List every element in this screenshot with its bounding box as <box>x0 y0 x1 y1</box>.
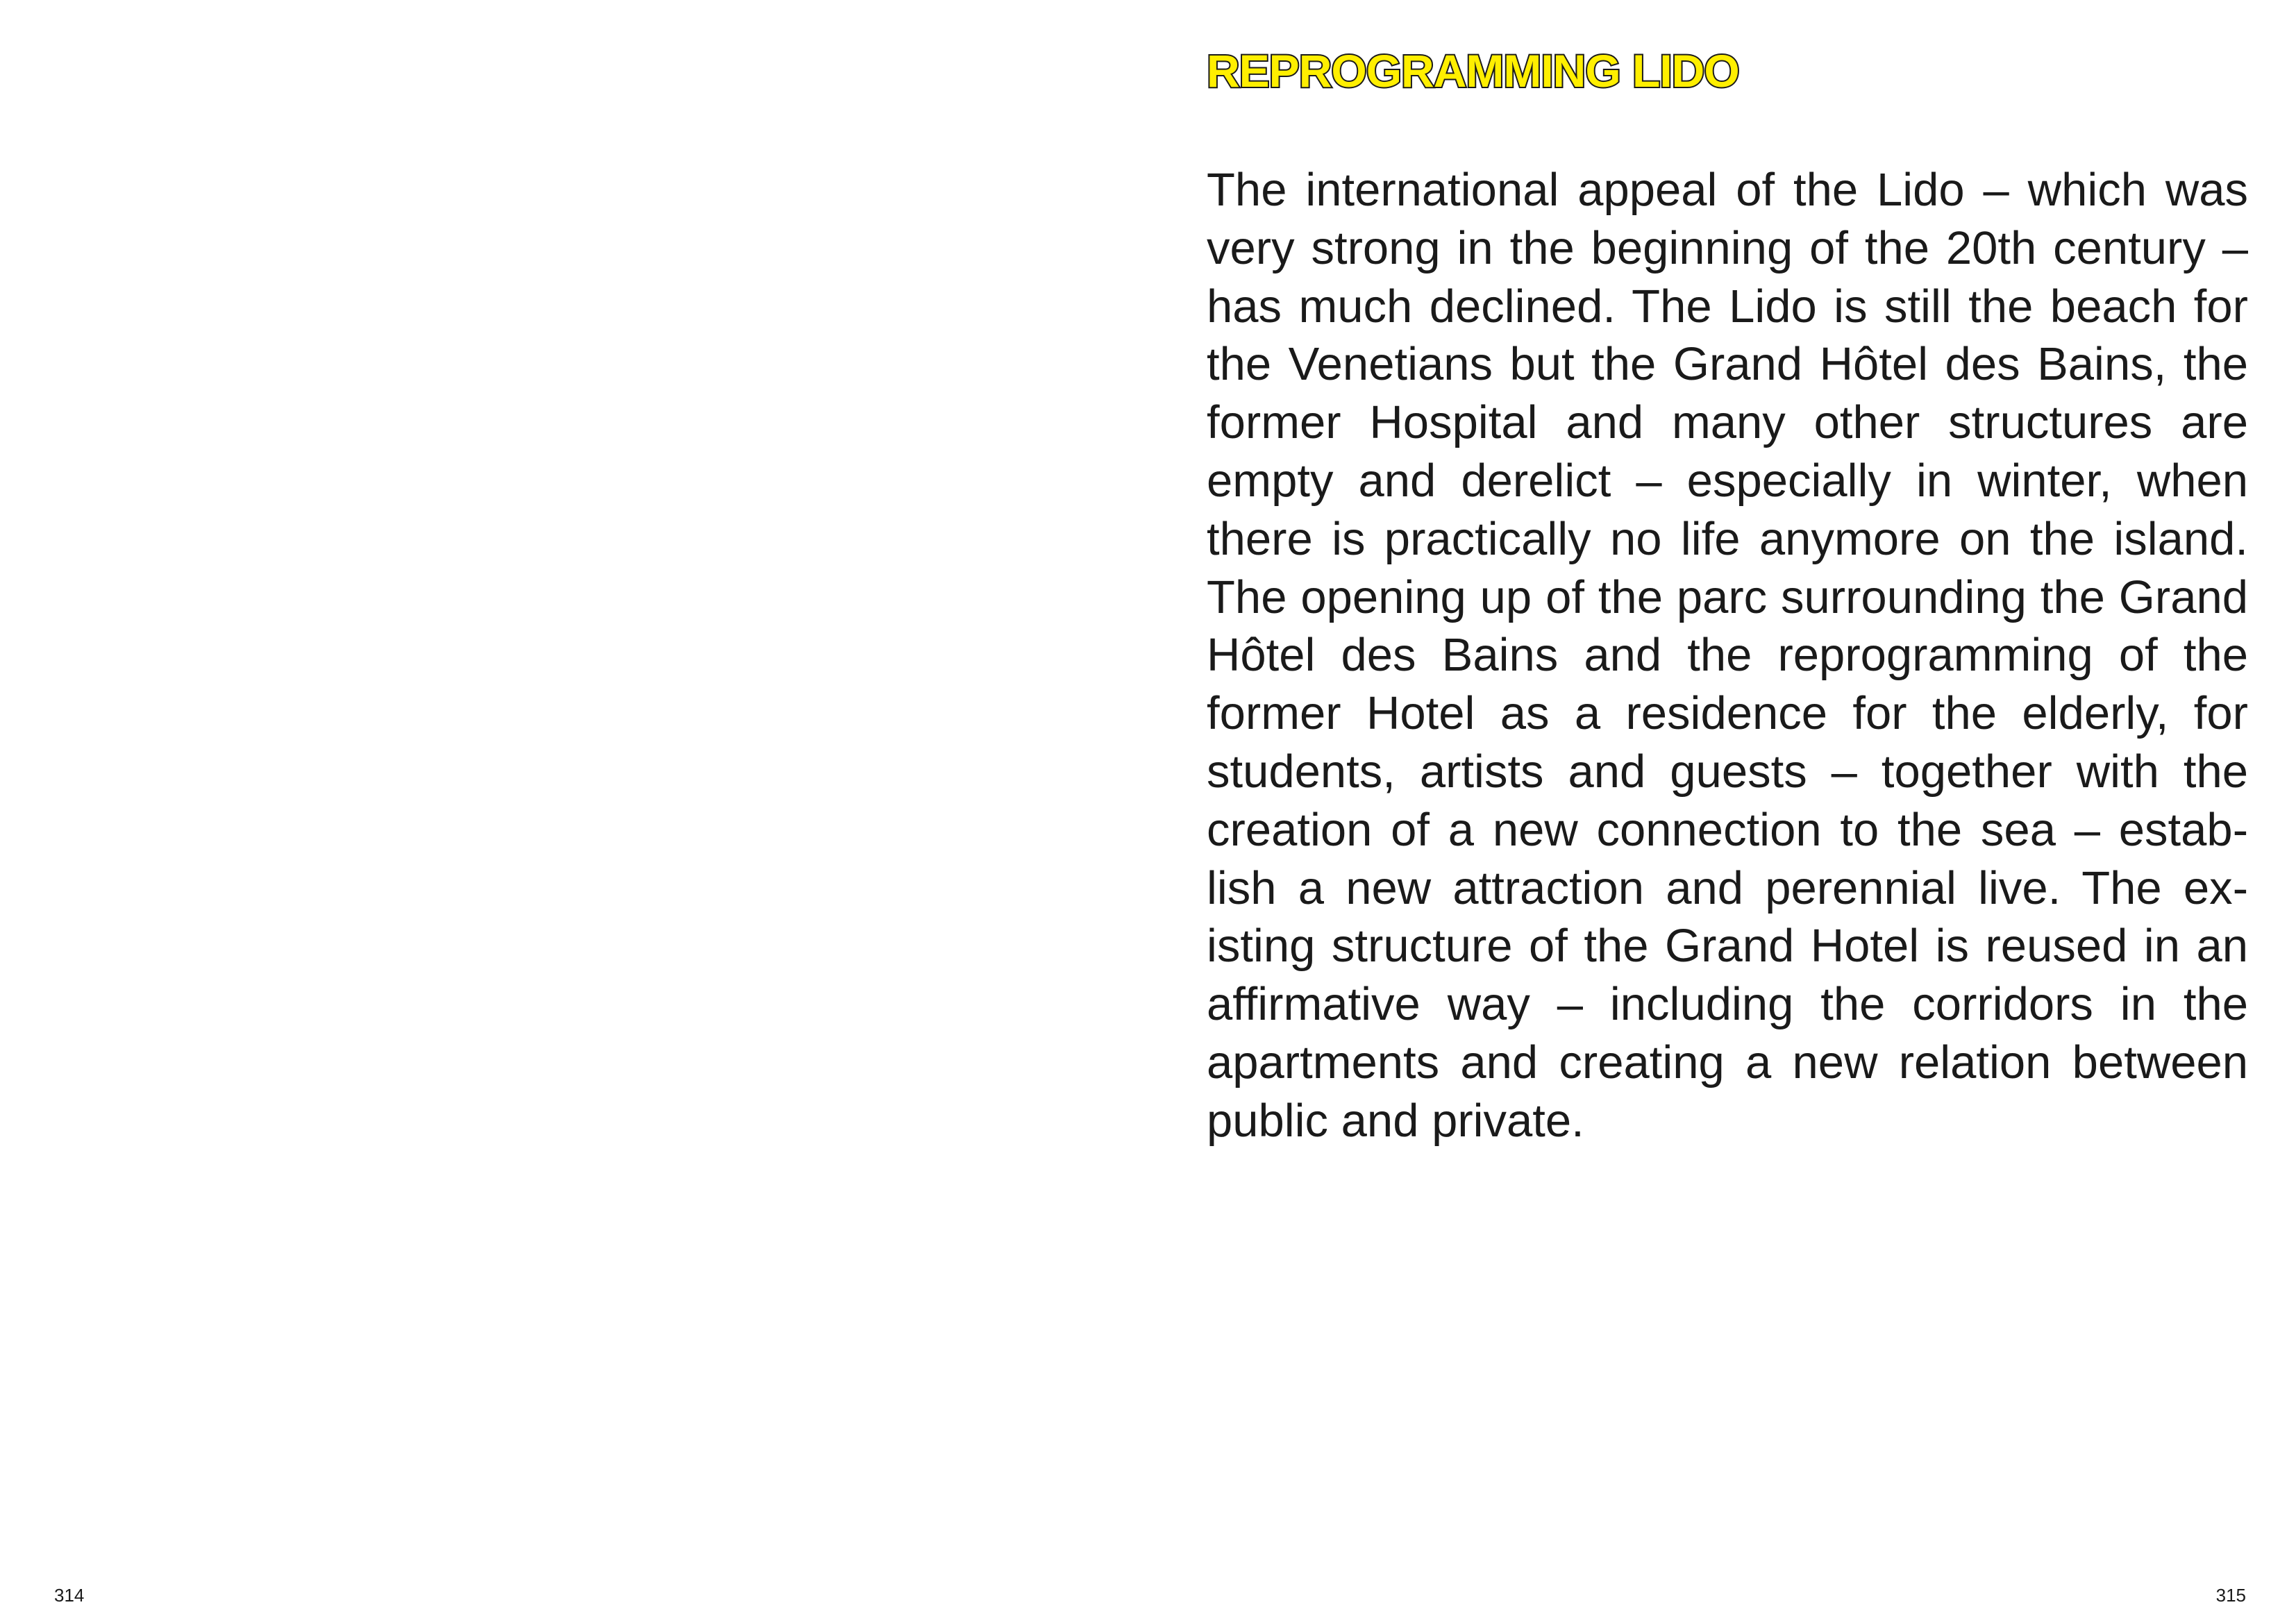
right-page <box>1148 0 2296 1623</box>
page-number-left: 314 <box>54 1585 85 1606</box>
page-number-right: 315 <box>2215 1585 2246 1606</box>
section-heading: REPROGRAMMING LIDO <box>1207 45 1739 96</box>
body-paragraph: The international appeal of the Lido – which was very strong in the beginning of the 20th century – has much declined. The Lido is still the beach for the Venetians but the Grand Hôtel des Bains, the former Hospital and many other structures are empty and derelict – especially in winter, when there is practically no life anymore on the island. The opening up of the parc surrounding the Grand Hôtel des Bains and the reprogramming of the former Hotel as a residence for the elderly, for students, artists and guests – together with the creation of a new connection to the sea – establish a new attraction and perennial live. The existing structure of the Grand Hotel is reused in an affirmative way – including the corridors in the apartments and creating a new relation between public and private. <box>1207 164 2248 1147</box>
